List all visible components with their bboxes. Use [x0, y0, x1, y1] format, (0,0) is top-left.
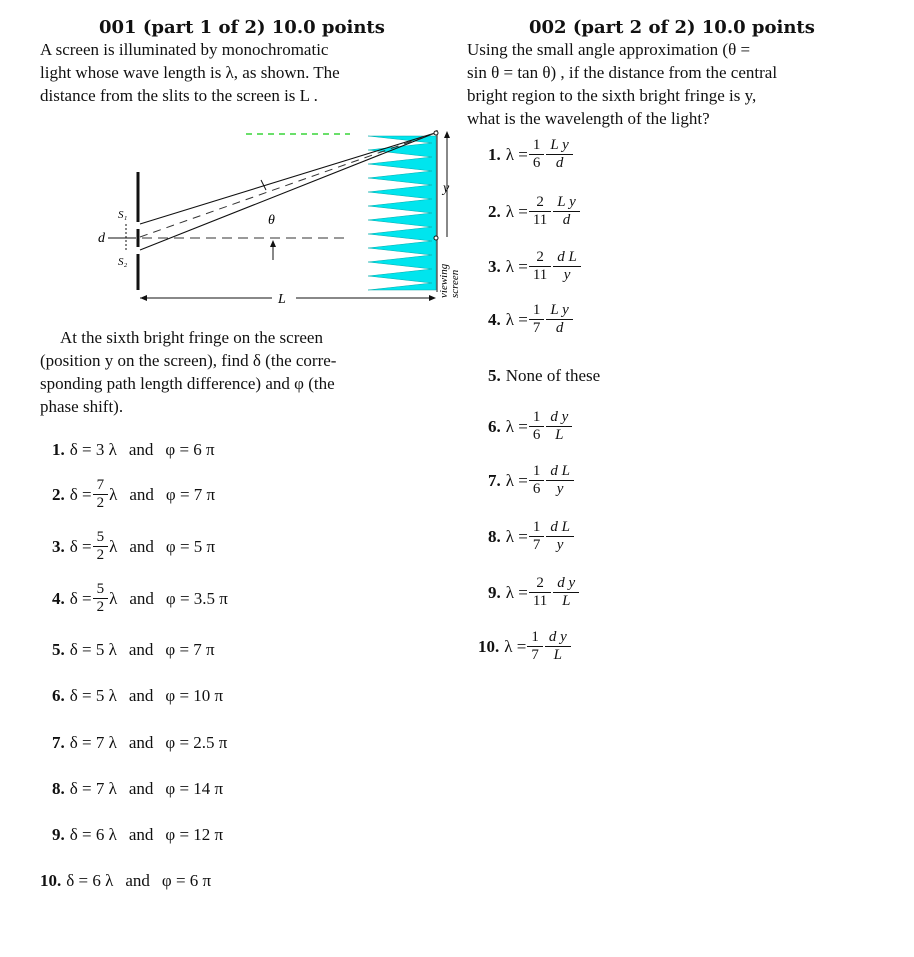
slit-1-label: S₁ [118, 209, 128, 221]
slit-spacing-label: d [98, 231, 105, 246]
q1-question-line-3: sponding path length difference) and φ (the [40, 374, 335, 393]
fraction-numerator: 1 [532, 137, 541, 153]
and-word: and [129, 588, 154, 608]
q2-option[interactable] [488, 195, 581, 228]
option-text: None of these [505, 366, 601, 385]
q2-option[interactable] [488, 366, 600, 386]
fraction-denominator: 7 [529, 536, 545, 553]
q2-option[interactable] [488, 520, 575, 553]
and-word: and [128, 440, 154, 459]
and-word: and [129, 484, 154, 504]
q1-intro-line-1: A screen is illuminated by monochromatic [40, 40, 329, 59]
q2-intro-line-1: Using the small angle approximation (θ = [467, 40, 751, 59]
coefficient-fraction [531, 138, 543, 171]
option-number: 3. [488, 256, 501, 276]
phi-expression: φ = 6 π [165, 440, 215, 459]
y-arrow-head-top [444, 131, 450, 138]
interference-fringes [368, 136, 436, 290]
q2-intro-line-2: sin θ = tan θ) , if the distance from the central [467, 63, 778, 82]
variable-fraction [548, 520, 572, 553]
fraction-denominator: y [546, 536, 574, 553]
and-word: and [129, 536, 154, 556]
delta-expression: δ = 7 λ [69, 733, 117, 752]
fraction-numerator: 1 [531, 629, 539, 645]
fraction-numerator: 1 [532, 463, 541, 479]
q2-option[interactable] [488, 410, 573, 443]
delta-expression: δ = 3 λ [69, 440, 117, 459]
viewing-screen-label-1: viewing [438, 263, 450, 298]
variable-fraction [548, 410, 570, 443]
q2-option[interactable] [478, 630, 572, 663]
variable-fraction [555, 250, 579, 283]
fraction-denominator: 11 [529, 592, 551, 609]
delta-unit: λ [109, 536, 118, 556]
q2-option[interactable] [488, 138, 574, 171]
delta-fraction [95, 478, 107, 511]
option-number: 9. [52, 825, 65, 844]
q2-header: 002 (part 2 of 2) 10.0 points [529, 17, 815, 38]
variable-fraction [548, 138, 570, 171]
delta-fraction [95, 530, 107, 563]
coefficient-fraction [531, 464, 543, 497]
theta-label: θ [268, 213, 275, 228]
coefficient-fraction [531, 576, 549, 609]
q1-header: 001 (part 1 of 2) 10.0 points [99, 17, 385, 38]
q1-option[interactable] [52, 825, 223, 845]
fraction-denominator: d [546, 319, 572, 336]
phi-expression: φ = 14 π [165, 779, 224, 798]
option-number: 7. [52, 733, 65, 752]
q1-question [40, 326, 425, 418]
fraction-denominator: y [546, 480, 574, 497]
fraction-numerator: 7 [96, 477, 105, 493]
delta-expression: δ = 6 λ [66, 871, 114, 890]
fraction-denominator: 6 [529, 426, 545, 443]
phi-expression: φ = 10 π [165, 686, 224, 705]
coefficient-fraction [529, 630, 541, 663]
fraction-numerator: 2 [536, 575, 544, 591]
fraction-denominator: d [546, 154, 572, 171]
fraction-denominator: 2 [93, 546, 109, 563]
q1-option[interactable] [52, 640, 215, 660]
option-number: 8. [52, 779, 65, 798]
q1-question-line-1: At the sixth bright fringe on the screen [60, 328, 323, 347]
and-word: and [128, 779, 154, 798]
q2-option[interactable] [488, 250, 582, 283]
delta-expression: δ = 5 λ [69, 686, 117, 705]
fraction-denominator: 2 [93, 494, 109, 511]
fraction-denominator: L [546, 426, 572, 443]
fraction-numerator: 5 [96, 529, 105, 545]
and-word: and [125, 871, 150, 890]
delta-unit: λ [109, 484, 118, 504]
option-number: 10. [40, 871, 62, 890]
fraction-numerator: L y [550, 302, 569, 318]
y-label: y [443, 181, 450, 196]
fraction-denominator: 6 [529, 480, 545, 497]
q2-intro-line-4: what is the wavelength of the light? [467, 109, 710, 128]
variable-fraction [548, 464, 572, 497]
fraction-numerator: d L [550, 463, 570, 479]
option-number: 3. [52, 536, 65, 556]
L-arrow-head-right [429, 295, 436, 301]
option-number: 9. [488, 582, 501, 602]
slit-2-label: S₂ [118, 256, 128, 268]
phi-expression: φ = 3.5 π [165, 588, 228, 608]
lambda-lhs: λ = [504, 636, 527, 656]
fraction-denominator: L [553, 592, 579, 609]
and-word: and [128, 640, 154, 659]
delta-expression: δ = 6 λ [69, 825, 117, 844]
screen-point-top [434, 131, 438, 135]
coefficient-fraction [531, 303, 543, 336]
q1-intro-line-3: distance from the slits to the screen is L . [40, 86, 318, 105]
delta-unit: λ [109, 588, 118, 608]
fraction-numerator: 5 [96, 581, 105, 597]
q1-option[interactable] [52, 478, 215, 511]
screen-point-center [434, 236, 438, 240]
delta-expression: δ = [69, 536, 92, 556]
fraction-numerator: 1 [532, 409, 541, 425]
fraction-numerator: d L [550, 519, 570, 535]
fraction-denominator: 11 [529, 211, 551, 228]
q1-question-line-2: (position y on the screen), find δ (the corre- [40, 351, 337, 370]
fraction-denominator: y [553, 266, 581, 283]
delta-expression: δ = 7 λ [69, 779, 117, 798]
q1-intro-line-2: light whose wave length is λ, as shown. The [40, 63, 340, 82]
variable-fraction [548, 303, 570, 336]
q1-intro [40, 38, 425, 107]
option-number: 1. [52, 440, 65, 459]
q2-option[interactable] [488, 464, 575, 497]
phi-expression: φ = 5 π [165, 536, 216, 556]
fraction-denominator: d [553, 211, 579, 228]
and-word: and [128, 686, 154, 705]
fraction-numerator: 2 [536, 194, 544, 210]
fraction-denominator: 6 [529, 154, 545, 171]
fraction-denominator: L [545, 646, 571, 663]
delta-expression: δ = 5 λ [69, 640, 117, 659]
fraction-denominator: 7 [527, 646, 543, 663]
fraction-numerator: L y [557, 194, 576, 210]
q1-question-line-4: phase shift). [40, 397, 124, 416]
lambda-lhs: λ = [505, 144, 528, 164]
phi-expression: φ = 7 π [165, 484, 216, 504]
option-number: 2. [488, 201, 501, 221]
fraction-numerator: L y [550, 137, 569, 153]
variable-fraction [547, 630, 569, 663]
q1-option[interactable] [52, 779, 223, 799]
coefficient-fraction [531, 520, 543, 553]
variable-fraction [555, 576, 577, 609]
viewing-screen-label-2: screen [449, 269, 461, 298]
fraction-numerator: d L [557, 249, 577, 265]
fraction-numerator: d y [557, 575, 576, 591]
option-number: 6. [488, 416, 501, 436]
q1-option[interactable] [52, 582, 228, 615]
delta-expression: δ = [69, 484, 92, 504]
variable-fraction [555, 195, 577, 228]
option-number: 4. [488, 309, 501, 329]
q1-option[interactable] [52, 733, 227, 753]
L-arrow-head-left [140, 295, 147, 301]
double-slit-figure [50, 120, 461, 310]
option-number: 7. [488, 470, 501, 490]
lambda-lhs: λ = [505, 256, 528, 276]
q1-option[interactable] [52, 440, 215, 460]
L-label: L [278, 292, 286, 307]
lambda-lhs: λ = [505, 201, 528, 221]
q2-intro-line-3: bright region to the sixth bright fringe is y, [467, 86, 757, 105]
phi-expression: φ = 2.5 π [165, 733, 228, 752]
fraction-numerator: d y [550, 409, 569, 425]
q1-option[interactable] [40, 871, 211, 891]
option-number: 2. [52, 484, 65, 504]
fraction-denominator: 2 [93, 598, 109, 615]
fraction-denominator: 11 [529, 266, 551, 283]
q2-option[interactable] [488, 576, 580, 609]
lambda-lhs: λ = [505, 470, 528, 490]
phi-expression: φ = 12 π [165, 825, 224, 844]
lambda-lhs: λ = [505, 309, 528, 329]
option-number: 4. [52, 588, 65, 608]
option-number: 5. [52, 640, 65, 659]
option-number: 8. [488, 526, 501, 546]
lambda-lhs: λ = [505, 582, 528, 602]
fraction-numerator: 1 [532, 302, 541, 318]
delta-fraction [95, 582, 107, 615]
theta-arrow-head [270, 240, 276, 247]
fraction-numerator: d y [548, 629, 567, 645]
and-word: and [128, 733, 154, 752]
delta-expression: δ = [69, 588, 92, 608]
q1-option[interactable] [52, 530, 215, 563]
fraction-numerator: 1 [532, 519, 541, 535]
option-number: 6. [52, 686, 65, 705]
lambda-lhs: λ = [505, 416, 528, 436]
q1-option[interactable] [52, 686, 223, 706]
fraction-numerator: 2 [536, 249, 544, 265]
phi-expression: φ = 6 π [161, 871, 212, 890]
coefficient-fraction [531, 250, 549, 283]
coefficient-fraction [531, 410, 543, 443]
phi-expression: φ = 7 π [165, 640, 215, 659]
q2-intro [467, 38, 879, 130]
q2-option[interactable] [488, 303, 574, 336]
option-number: 10. [478, 636, 500, 656]
and-word: and [128, 825, 154, 844]
lambda-lhs: λ = [505, 526, 528, 546]
coefficient-fraction [531, 195, 549, 228]
option-number: 5. [488, 366, 501, 385]
option-number: 1. [488, 144, 501, 164]
fraction-denominator: 7 [529, 319, 545, 336]
